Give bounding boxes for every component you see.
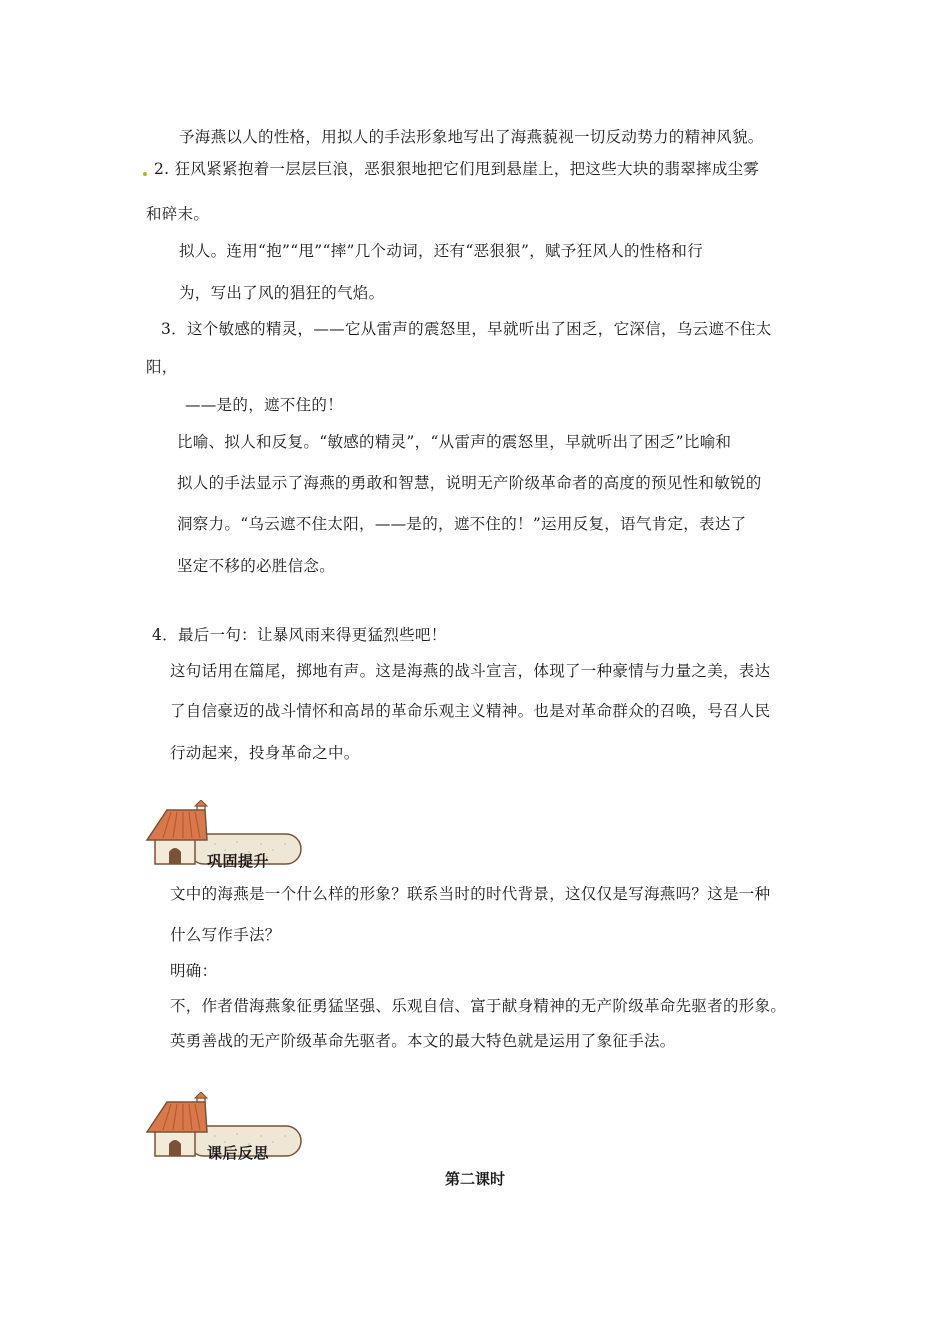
section-banner-reflection: [145, 1092, 305, 1164]
text-line: 了自信豪迈的战斗情怀和高昂的革命乐观主义精神。也是对革命群众的召唤，号召人民: [170, 702, 771, 720]
text-line: 英勇善战的无产阶级革命先驱者。本文的最大特色就是运用了象征手法。: [170, 1032, 676, 1050]
text-line: 3．这个敏感的精灵，——它从雷声的震怒里，早就听出了困乏，它深信，乌云遮不住太: [161, 320, 772, 338]
text-line: 2. 狂风紧紧抱着一层层巨浪，恶狠狠地把它们甩到悬崖上，把这些大块的翡翠摔成尘雾: [154, 160, 760, 178]
text-line: ——是的，遮不住的！: [185, 396, 344, 414]
text-line: 不，作者借海燕象征勇猛坚强、乐观自信、富于献身精神的无产阶级革命先驱者的形象。: [170, 997, 787, 1015]
text-line: 予海燕以人的性格，用拟人的手法形象地写出了海燕藐视一切反动势力的精神风貌。: [179, 128, 764, 146]
text-line: 阳，: [146, 358, 178, 376]
marker-dot: [143, 172, 147, 176]
text-line: 这句话用在篇尾，掷地有声。这是海燕的战斗宣言，体现了一种豪情与力量之美，表达: [170, 662, 771, 680]
section-heading: 课后反思: [207, 1144, 270, 1162]
text-line: 坚定不移的必胜信念。: [177, 557, 336, 575]
text-line: 拟人的手法显示了海燕的勇敢和智慧，说明无产阶级革命者的高度的预见性和敏锐的: [177, 474, 762, 492]
text-line: 比喻、拟人和反复。“敏感的精灵”，“从雷声的震怒里，早就听出了困乏”比喻和: [177, 433, 732, 451]
lesson-title: 第二课时: [444, 1170, 505, 1188]
text-line: 4．最后一句：让暴风雨来得更猛烈些吧！: [152, 626, 447, 644]
text-line: 什么写作手法？: [170, 926, 281, 944]
section-heading: 巩固提升: [207, 852, 270, 870]
text-line: 洞察力。“乌云遮不住太阳，——是的，遮不住的！”运用反复，语气肯定，表达了: [177, 515, 747, 533]
text-line: 文中的海燕是一个什么样的形象？联系当时的时代背景，这仅仅是写海燕吗？这是一种: [170, 885, 771, 903]
text-line: 和碎末。: [146, 205, 210, 223]
section-banner-consolidate: [145, 800, 305, 872]
text-line: 为，写出了风的猖狂的气焰。: [179, 284, 385, 302]
text-line: 行动起来，投身革命之中。: [170, 744, 360, 762]
text-line: 明确：: [170, 962, 218, 980]
text-line: 拟人。连用“抱”“甩”“摔”几个动词，还有“恶狠狠”，赋予狂风人的性格和行: [179, 242, 703, 260]
